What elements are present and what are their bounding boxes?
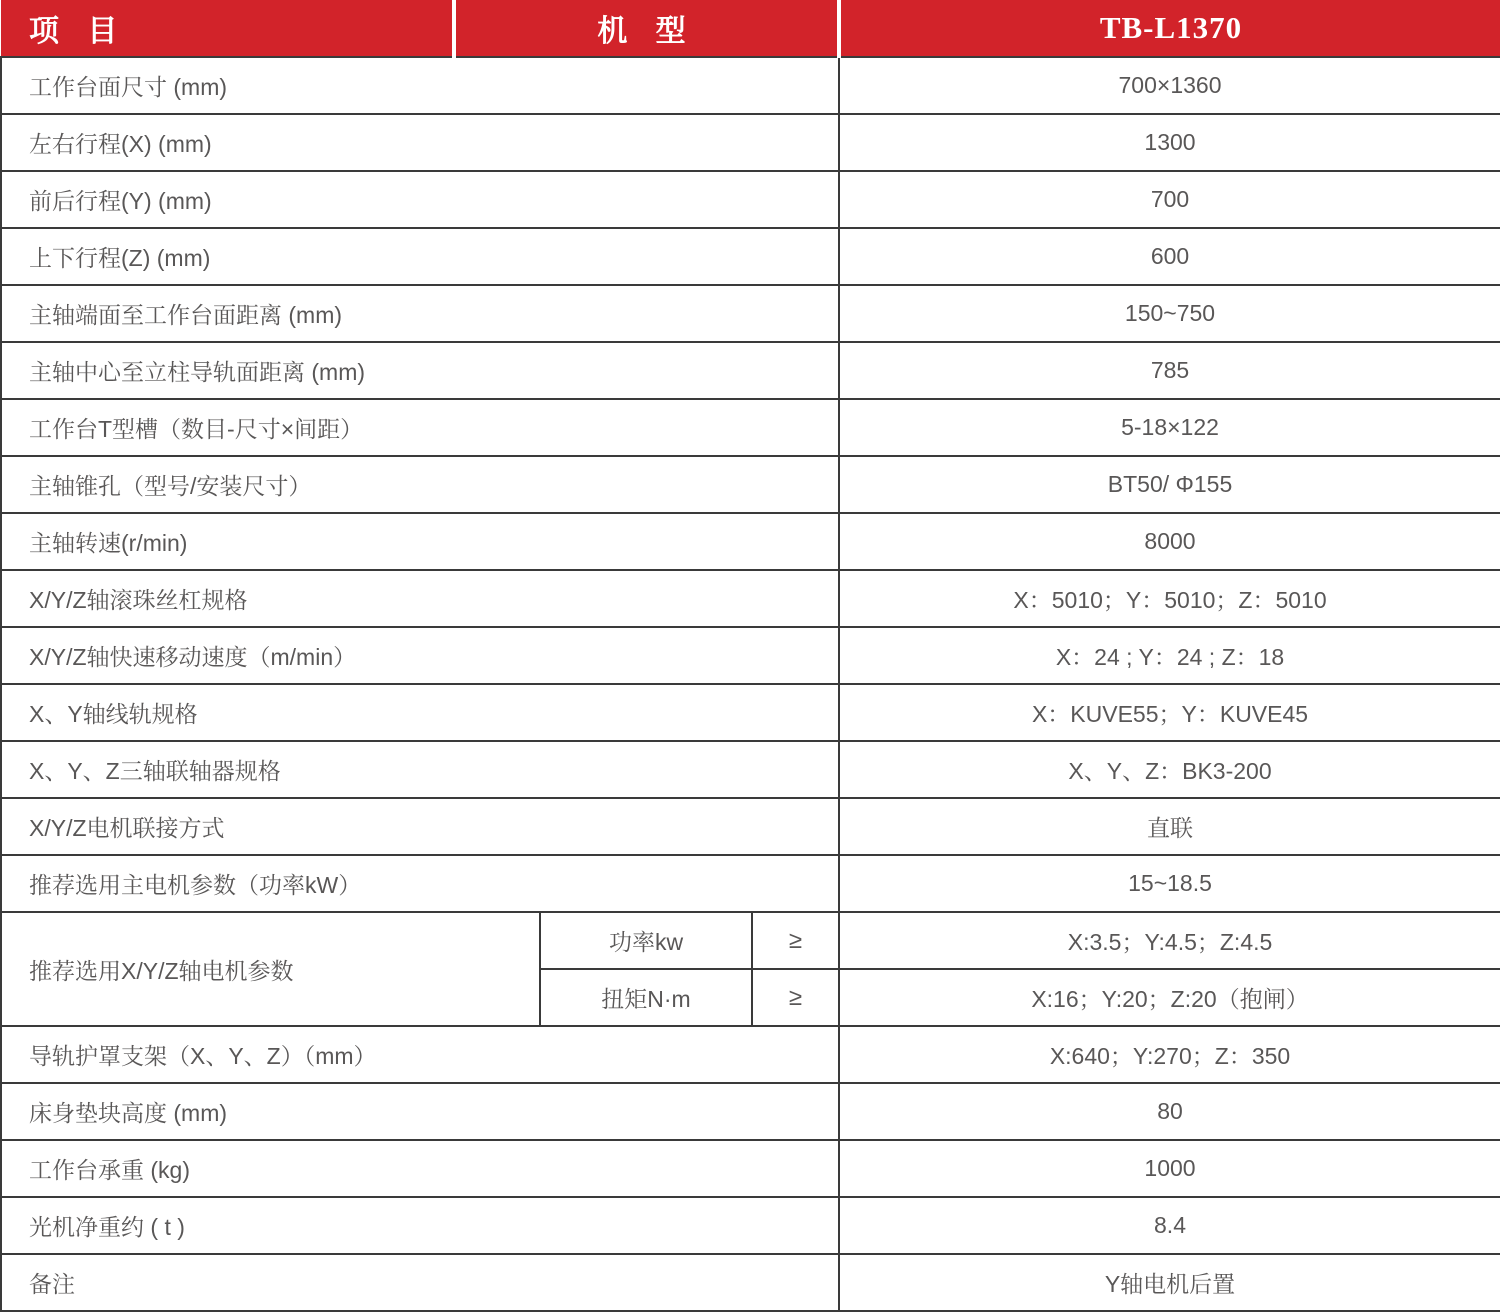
row-value: BT50/ Φ155 [839,456,1500,513]
table-row [1,285,1500,342]
row-value: X：5010；Y：5010；Z：5010 [839,570,1500,627]
table-row [1,1083,1500,1140]
motor-params-label: 推荐选用X/Y/Z轴电机参数 [1,912,540,1026]
row-value: 1300 [839,114,1500,171]
torque-sublabel: 扭矩N·m [540,969,752,1026]
row-value: X:3.5；Y:4.5；Z:4.5 [839,912,1500,969]
row-value: 80 [839,1083,1500,1140]
row-value: 15~18.5 [839,855,1500,912]
spec-table-body [1,57,1500,1311]
row-value: X:640；Y:270；Z：350 [839,1026,1500,1083]
row-value: 700 [839,171,1500,228]
header-model-label: 机 型 [454,0,839,57]
row-label: 床身垫块高度 (mm) [1,1083,839,1140]
table-row [1,57,1500,114]
power-sublabel: 功率kw [540,912,752,969]
row-value: 8000 [839,513,1500,570]
table-row [1,798,1500,855]
row-value: 600 [839,228,1500,285]
geq-operator: ≥ [752,912,839,969]
row-label: 导轨护罩支架（X、Y、Z）（mm） [1,1026,839,1083]
row-value: 1000 [839,1140,1500,1197]
row-label: X/Y/Z电机联接方式 [1,798,839,855]
table-row [1,1254,1500,1311]
table-row [1,627,1500,684]
row-value: 5-18×122 [839,399,1500,456]
row-label: 主轴锥孔（型号/安装尺寸） [1,456,839,513]
row-label: 光机净重约 ( t ) [1,1197,839,1254]
row-label: 工作台T型槽（数目-尺寸×间距） [1,399,839,456]
table-row [1,1026,1500,1083]
row-label: X、Y、Z三轴联轴器规格 [1,741,839,798]
table-row [1,171,1500,228]
row-value: 150~750 [839,285,1500,342]
spec-table-header [1,0,1500,57]
row-label: 上下行程(Z) (mm) [1,228,839,285]
table-row [1,1140,1500,1197]
row-label: 工作台承重 (kg) [1,1140,839,1197]
row-value: 785 [839,342,1500,399]
row-value: X：24 ; Y：24 ; Z：18 [839,627,1500,684]
row-label: 前后行程(Y) (mm) [1,171,839,228]
row-value: Y轴电机后置 [839,1254,1500,1311]
table-row [1,741,1500,798]
row-value: X:16；Y:20；Z:20（抱闸） [839,969,1500,1026]
row-label: X/Y/Z轴快速移动速度（m/min） [1,627,839,684]
table-row-motor-power [1,912,1500,969]
header-row [1,0,1500,57]
table-row [1,399,1500,456]
table-row [1,456,1500,513]
row-label: 工作台面尺寸 (mm) [1,57,839,114]
table-row [1,342,1500,399]
row-value: 700×1360 [839,57,1500,114]
row-label: X、Y轴线轨规格 [1,684,839,741]
row-label: 左右行程(X) (mm) [1,114,839,171]
row-label: 备注 [1,1254,839,1311]
row-label: 主轴端面至工作台面距离 (mm) [1,285,839,342]
header-item-label: 项 目 [1,0,454,57]
table-row [1,1197,1500,1254]
geq-operator: ≥ [752,969,839,1026]
row-value: X：KUVE55；Y：KUVE45 [839,684,1500,741]
table-row [1,513,1500,570]
table-row [1,855,1500,912]
header-model-value: TB-L1370 [839,0,1500,57]
table-row [1,570,1500,627]
row-label: 主轴中心至立柱导轨面距离 (mm) [1,342,839,399]
row-value: 8.4 [839,1197,1500,1254]
table-row [1,684,1500,741]
row-value: 直联 [839,798,1500,855]
row-label: X/Y/Z轴滚珠丝杠规格 [1,570,839,627]
row-label: 推荐选用主电机参数（功率kW） [1,855,839,912]
table-row [1,114,1500,171]
row-value: X、Y、Z：BK3-200 [839,741,1500,798]
table-row [1,228,1500,285]
row-label: 主轴转速(r/min) [1,513,839,570]
